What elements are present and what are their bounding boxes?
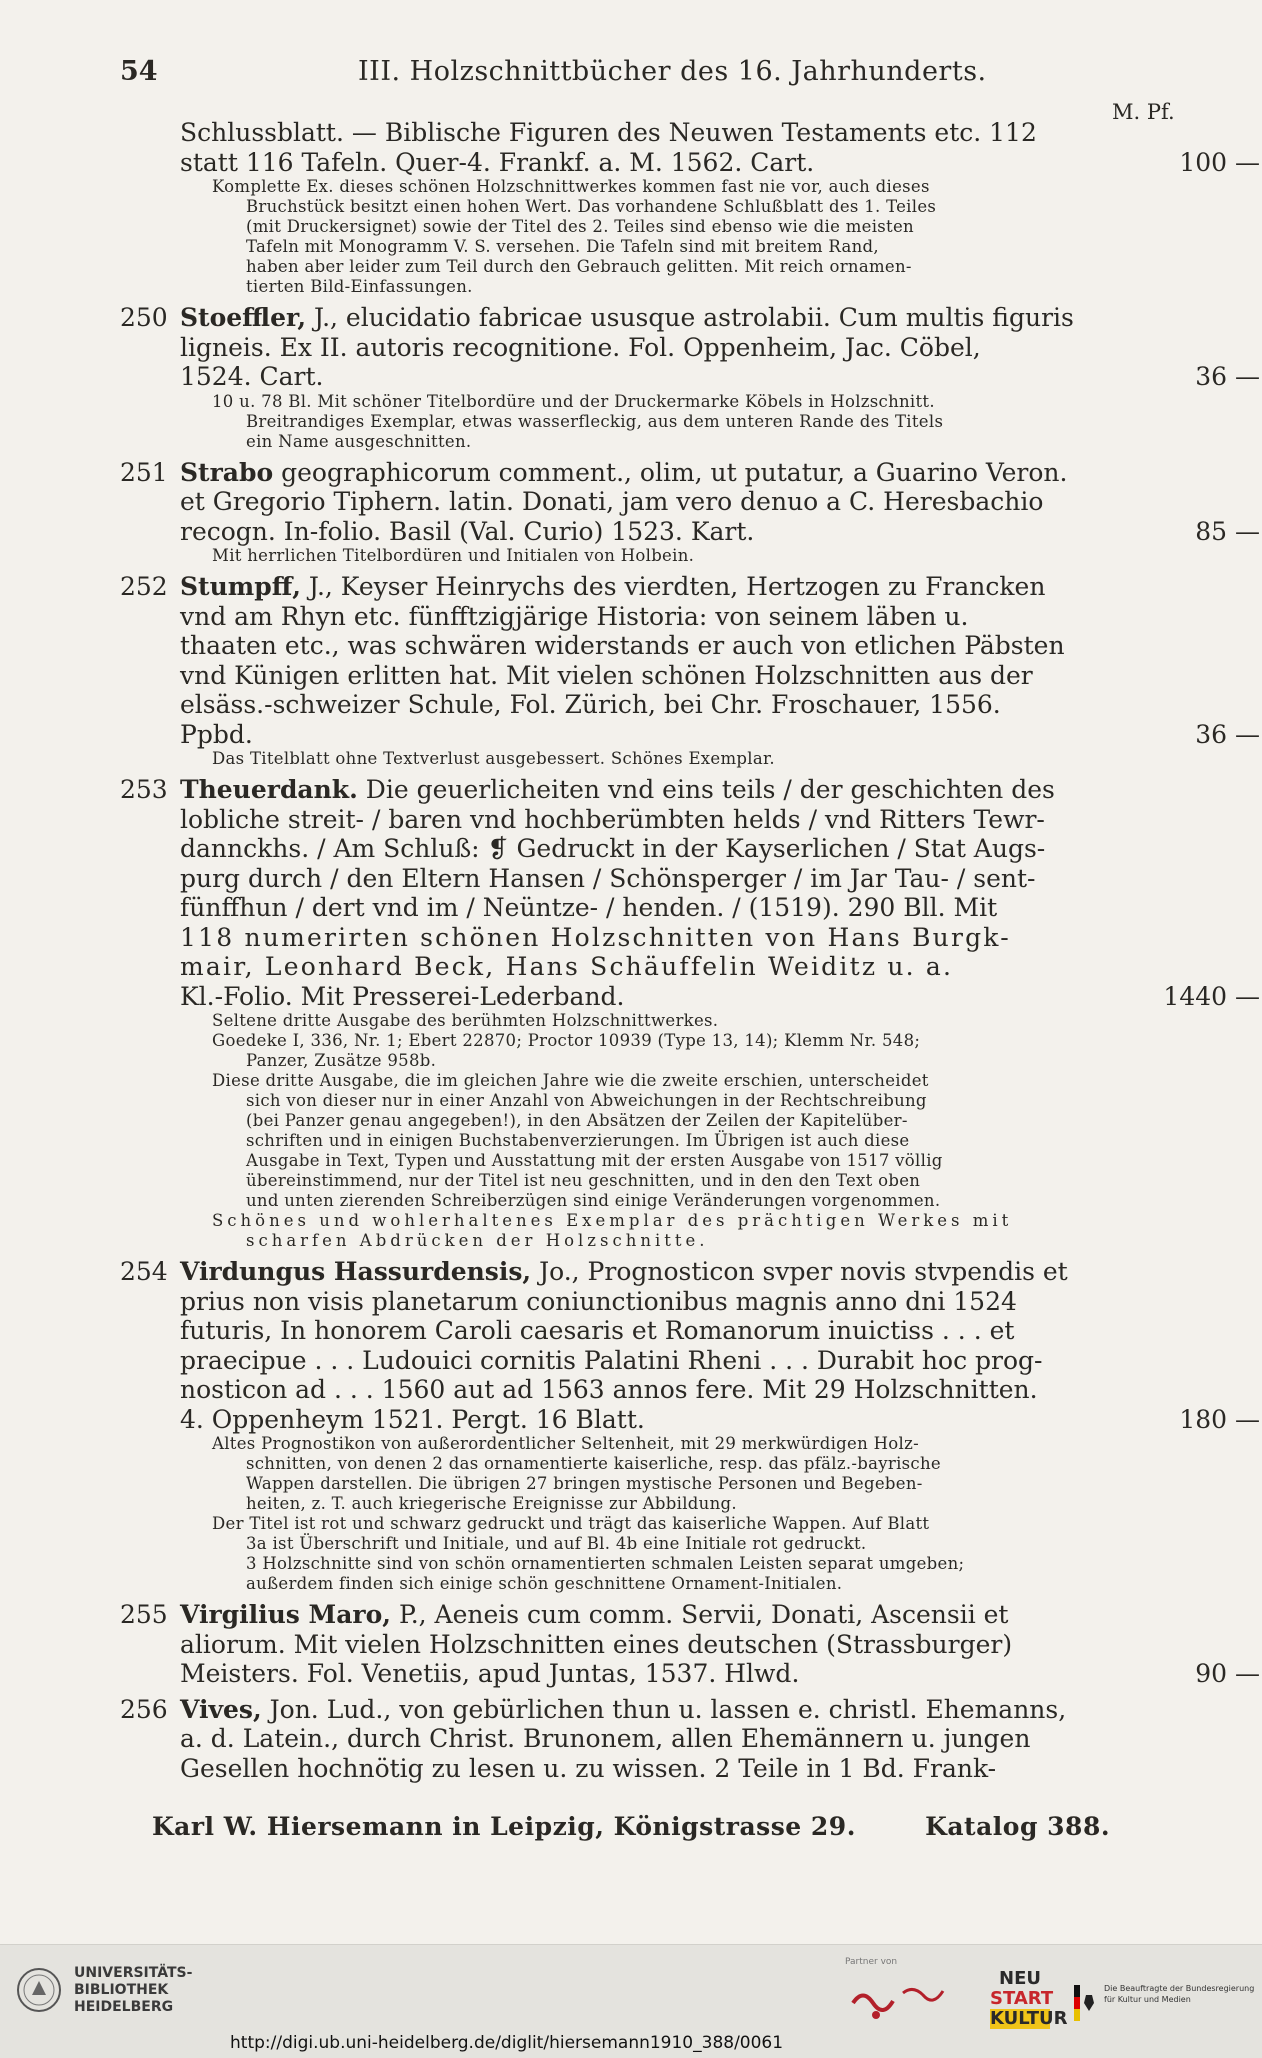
entry-line: vnd Künigen erlitten hat. Mit vielen schönen Holzschnitten aus der [180,660,1033,690]
entry-note [212,1011,1132,1251]
entry-line: 118 numerirten schönen Holzschnitten von Hans Burgk- [180,922,1011,952]
note-line: Breitrandiges Exemplar, etwas wasserfleckig, aus dem unteren Rande des Titels [246,411,944,431]
note-line: 3 Holzschnitte sind von schön ornamentierten schmalen Leisten separat umgeben; [246,1554,965,1573]
entry-line: 1524. Cart. [180,362,324,391]
entry-headword: Strabo [180,457,274,487]
entry-line: praecipue . . . Ludouici cornitis Palatini Rheni . . . Durabit hoc prog- [180,1345,1043,1375]
entry-description [180,457,1260,547]
note-line: Der Titel ist rot und schwarz gedruckt und trägt das kaiserliche Wappen. Auf Blatt [212,1514,930,1533]
running-header [120,56,1180,96]
note-line: Ausgabe in Text, Typen und Ausstattung mit der ersten Ausgabe von 1517 völlig [246,1151,943,1170]
note-line: schnitten, von denen 2 das ornamentierte kaiserliche, resp. das pfälz.-bayrische [246,1454,941,1473]
entry-note [212,1434,1132,1594]
note-line: übereinstimmend, nur der Titel ist neu geschnitten, und in den den Text oben [246,1171,921,1190]
note-line: Panzer, Zusätze 958b. [246,1051,437,1070]
entry-headword: Vives, [180,1694,262,1724]
note-line: Altes Prognostikon von außerordentlicher Seltenheit, mit 29 merkwürdigen Holz- [212,1434,919,1453]
catalog-entry [120,1695,1200,1784]
entry-number: 251 [120,457,168,487]
entry-number: 254 [120,1257,168,1286]
entry-line: 4. Oppenheym 1521. Pergt. 16 Blatt. [180,1404,645,1434]
entry-description [180,572,1260,749]
entries-list [120,118,1260,1783]
entry-line: Strabo geographicorum comment., olim, ut putatur, a Guarino Veron. [180,457,1068,487]
entry-headword: Stumpff, [180,572,301,601]
german-flag-eagle-icon[interactable] [1074,1985,1098,2021]
entry-line: Schlussblatt. — Biblische Figuren des Neuwen Testaments etc. 112 [180,118,1037,147]
entry-line: mair, Leonhard Beck, Hans Schäuffelin Weiditz u. a. [180,952,954,981]
note-line: Wappen darstellen. Die übrigen 27 bringen mystische Personen und Begeben- [246,1474,923,1493]
catalog-entry [120,303,1260,452]
note-line: Diese dritte Ausgabe, die im gleichen Jahre wie die zweite erschien, unterscheidet [212,1071,929,1090]
entry-price: 90 — [1195,1659,1260,1688]
catalog-entry [120,775,1260,1251]
entry-line: a. d. Latein., durch Christ. Brunonem, allen Ehemännern u. jungen [180,1724,1031,1753]
catalog-entry [120,457,1260,567]
note-line: und unten zierenden Schreiberzügen sind einige Veränderungen vorgenommen. [246,1191,941,1210]
university-library-logo[interactable]: UNIVERSITÄTS- BIBLIOTHEK HEIDELBERG [74,1965,193,2015]
permalink-url[interactable]: http://digi.ub.uni-heidelberg.de/diglit/hiersemann1910_388/0061 [230,2033,784,2053]
entry-note [212,749,1132,769]
entry-description [180,1600,1260,1689]
entry-number: 252 [120,572,168,601]
partner-label: Partner von [845,1957,898,1967]
entry-line: Stumpff, J., Keyser Heinrychs des vierdten, Hertzogen zu Francken [180,572,1046,601]
viewer-footer-bar [0,1944,1262,2058]
note-line: (mit Druckersignet) sowie der Titel des 2. Teiles sind ebenso wie die meisten [246,217,914,236]
entry-note [212,392,1132,452]
entry-description [180,1257,1260,1434]
catalog-number: Katalog 388. [925,1812,1111,1841]
entry-line: et Gregorio Tiphern. latin. Donati, jam vero denuo a C. Heresbachio [180,487,1044,516]
university-seal-icon[interactable] [16,1967,62,2013]
entry-line: nosticon ad . . . 1560 aut ad 1563 annos fere. Mit 29 Holzschnitten. [180,1375,1038,1404]
entry-number: 256 [120,1694,168,1724]
publisher-footer [0,1812,1262,1841]
note-line: scharfen Abdrücken der Holzschnitte. [246,1231,709,1250]
note-line: Seltene dritte Ausgabe des berühmten Holzschnittwerkes. [212,1011,719,1030]
note-line: Komplette Ex. dieses schönen Holzschnittwerkes kommen fast nie vor, auch dieses [212,177,930,196]
neustart-kultur-logo[interactable]: NEU START KULTUR [990,1968,1068,2029]
entry-headword: Theuerdank. [180,775,358,804]
catalog-entry [120,1600,1260,1689]
entry-line: elsäss.-schweizer Schule, Fol. Zürich, bei Chr. Froschauer, 1556. [180,690,1001,719]
entry-line: Ppbd. [180,719,253,749]
entry-line: aliorum. Mit vielen Holzschnitten eines deutschen (Strassburger) [180,1629,1013,1659]
entry-line: futuris, In honorem Caroli caesaris et Romanorum inuictiss . . . et [180,1316,1015,1345]
note-line: Tafeln mit Monogramm V. S. versehen. Die Tafeln sind mit breitem Rand, [246,237,879,256]
entry-line: Theuerdank. Die geuerlicheiten vnd eins teils / der geschichten des [180,775,1055,804]
note-line: schriften und in einigen Buchstabenverzierungen. Im Übrigen ist auch diese [246,1131,910,1150]
entry-line: Virgilius Maro, P., Aeneis cum comm. Servii, Donati, Ascensii et [180,1600,1009,1629]
entry-price: 180 — [1179,1404,1260,1434]
entry-description [180,775,1260,1011]
price-column-header: M. Pf. [1112,100,1175,124]
entry-line: Vives, Jon. Lud., von gebürlichen thun u. lassen e. christl. Ehemanns, [180,1694,1067,1724]
note-line: 3a ist Überschrift und Initiale, und auf Bl. 4b eine Initiale rot gedruckt. [246,1534,867,1553]
entry-description [180,118,1260,177]
note-line: heiten, z. T. auch kriegerische Ereignisse zur Abbildung. [246,1494,737,1513]
note-line: tierten Bild-Einfassungen. [246,277,473,296]
note-line: (bei Panzer genau angegeben!), in den Absätzen der Zeilen der Kapitelüber- [246,1111,908,1130]
note-line: haben aber leider zum Teil durch den Gebrauch gelitten. Mit reich ornamen- [246,257,912,276]
entry-line: Kl.-Folio. Mit Presserei-Lederband. [180,981,625,1011]
note-line: Goedeke I, 336, Nr. 1; Ebert 22870; Proctor 10939 (Type 13, 14); Klemm Nr. 548; [212,1031,921,1050]
entry-number: 253 [120,775,168,804]
entry-line: fünffhun / dert vnd im / Neüntze- / henden. / (1519). 290 Bll. Mit [180,893,998,922]
note-line: 10 u. 78 Bl. Mit schöner Titelbordüre und der Druckermarke Köbels in Holzschnitt. [212,391,935,411]
entry-line: ligneis. Ex II. autoris recognitione. Fol. Oppenheim, Jac. Cöbel, [180,332,981,362]
entry-line: Stoeffler, J., elucidatio fabricae ususque astrolabii. Cum multis figuris [180,303,1074,332]
entry-line: dannckhs. / Am Schluß: ❡ Gedruckt in der Kayserlichen / Stat Augs- [180,834,1046,863]
note-line: Mit herrlichen Titelbordüren und Initialen von Holbein. [212,546,695,565]
entry-headword: Virdungus Hassurdensis, [180,1257,532,1286]
note-line: außerdem finden sich einige schön geschnittene Ornament-Initialen. [246,1574,843,1593]
page-number: 54 [120,56,158,87]
entry-description [180,1695,1230,1784]
entry-price: 36 — [1195,719,1260,749]
entry-number: 255 [120,1600,168,1629]
entry-line: lobliche streit- / baren vnd hochberümbten helds / vnd Ritters Tewr- [180,804,1045,834]
entry-line: recogn. In-folio. Basil (Val. Curio) 1523. Kart. [180,516,755,546]
entry-note [212,177,1132,297]
entry-line: Virdungus Hassurdensis, Jo., Prognosticon svper novis stvpendis et [180,1257,1068,1286]
federal-culture-commissioner-logo[interactable]: Die Beauftragte der Bundesregierung für Kultur und Medien [1104,1984,1255,2004]
note-line: Schönes und wohlerhaltenes Exemplar des prächtigen Werkes mit [212,1211,1013,1230]
entry-line: Gesellen hochnötig zu lesen u. zu wissen. 2 Teile in 1 Bd. Frank- [180,1753,997,1783]
entry-line: prius non visis planetarum coniunctionibus magnis anno dni 1524 [180,1286,1017,1316]
publisher-name: Karl W. Hiersemann in Leipzig, Königstrasse 29. [151,1812,856,1841]
entry-line: purg durch / den Eltern Hansen / Schönsperger / im Jar Tau- / sent- [180,863,1036,893]
entry-price: 1440 — [1163,981,1260,1011]
entry-line: vnd am Rhyn etc. fünfftzigjärige Historia: von seinem läben u. [180,601,969,631]
entry-description [180,303,1260,392]
note-line: Das Titelblatt ohne Textverlust ausgebessert. Schönes Exemplar. [212,749,775,768]
entry-headword: Virgilius Maro, [180,1600,391,1629]
note-line: Bruchstück besitzt einen hohen Wert. Das vorhandene Schlußblatt des 1. Teiles [246,197,937,216]
entry-line: thaaten etc., was schwären widerstands er auch von etlichen Päbsten [180,631,1065,660]
catalog-entry [120,572,1260,769]
entry-note [212,546,1132,566]
entry-number: 250 [120,303,168,332]
note-line: sich von dieser nur in einer Anzahl von Abweichungen in der Rechtschreibung [246,1091,927,1110]
entry-line: Meisters. Fol. Venetiis, apud Juntas, 1537. Hlwd. [180,1659,800,1688]
entry-price: 85 — [1195,516,1260,546]
entry-price: 100 — [1179,147,1260,177]
catalog-entry [120,1257,1260,1594]
chapter-title: III. Holzschnittbücher des 16. Jahrhunderts. [358,56,987,87]
entry-headword: Stoeffler, [180,303,307,332]
digital-library-bird-icon[interactable] [848,1983,958,2033]
note-line: ein Name ausgeschnitten. [246,431,472,451]
entry-line: statt 116 Tafeln. Quer-4. Frankf. a. M. 1562. Cart. [180,147,815,177]
entry-price: 36 — [1195,362,1260,391]
catalog-entry [120,118,1260,297]
